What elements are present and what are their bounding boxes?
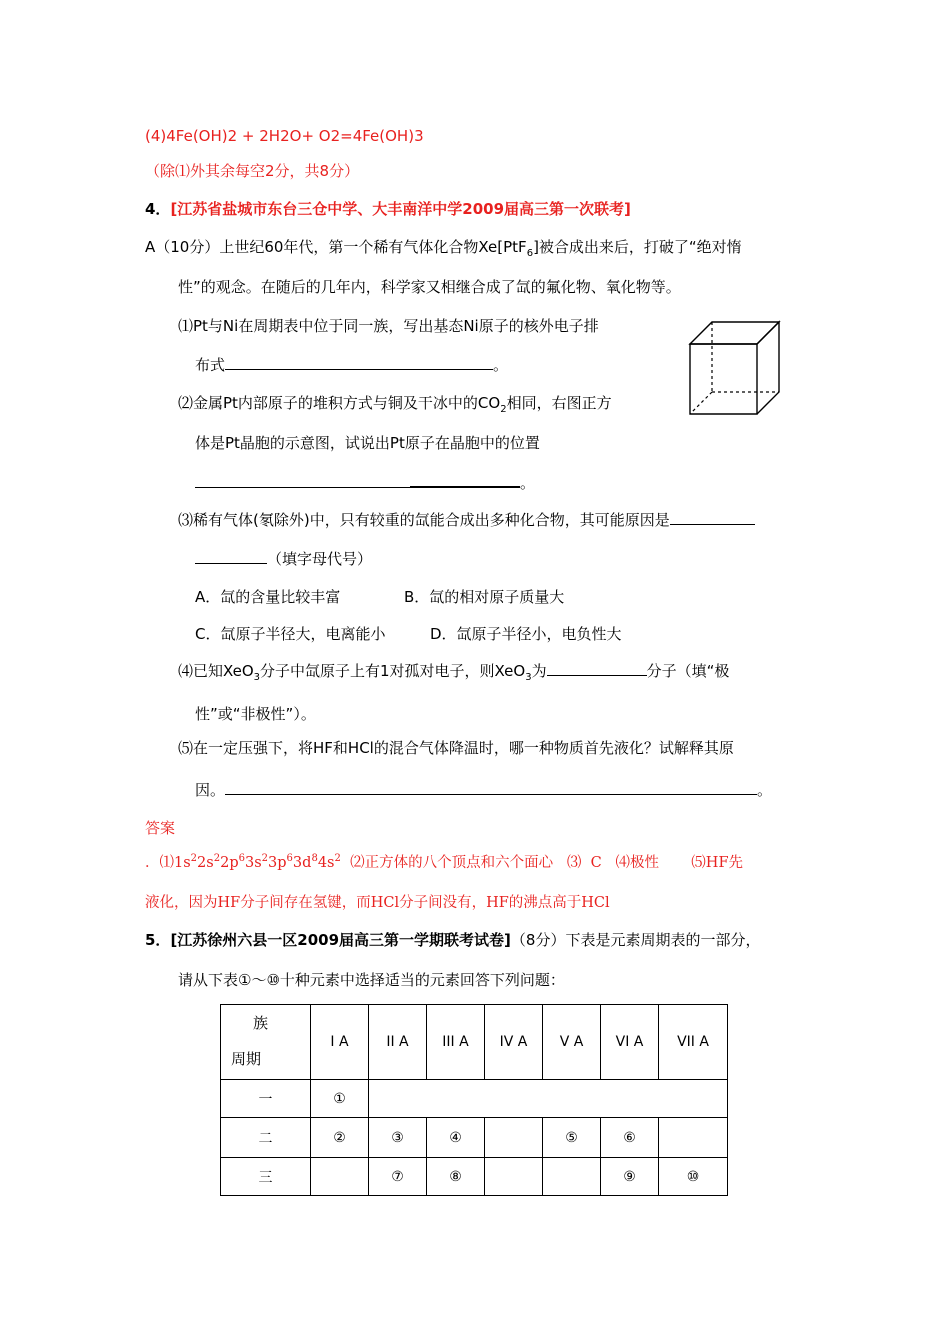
q5-line2: 请从下表①～⑩十种元素中选择适当的元素回答下列问题： [178, 971, 565, 989]
q4-part3-hint: （填字母代号） [267, 550, 373, 568]
element-cell: ⑦ [369, 1158, 427, 1196]
q4-heading [145, 199, 631, 219]
q5-source: [江苏徐州六县一区2009届高三第一学期联考试卷] [170, 931, 511, 949]
corner-group-label: 族 [253, 1014, 269, 1032]
group-header-cell: III A [427, 1005, 485, 1080]
q4-part4-blank[interactable] [547, 661, 647, 676]
q4-part4-text: ⑷已知XeO [178, 662, 254, 680]
element-cell [485, 1118, 543, 1158]
q4-option-a: A．氙的含量比较丰富 [195, 588, 341, 606]
table-row [221, 1158, 728, 1196]
q4-part2-line3 [195, 472, 535, 493]
answer-rest: ⑵正方体的八个顶点和六个面心 ⑶ C ⑷极性 ⑸HF先 [340, 855, 744, 871]
q4-part2-line2: 体是Pt晶胞的示意图，试说出Pt原子在晶胞中的位置 [195, 434, 540, 452]
q4-option-d: D．氙原子半径小，电负性大 [430, 625, 622, 643]
group-header-cell: VII A [659, 1005, 728, 1080]
element-cell: ③ [369, 1118, 427, 1158]
group-header-cell: V A [543, 1005, 601, 1080]
q4-part1-blank[interactable] [225, 355, 493, 370]
group-header-cell: VI A [601, 1005, 659, 1080]
q4-part5-period: 。 [757, 781, 773, 799]
corner-period-label: 周期 [231, 1050, 262, 1068]
element-cell [543, 1158, 601, 1196]
q4-part4-sub2: 3 [525, 672, 532, 683]
q4-part2-tail: 相同，右图正方 [506, 394, 612, 412]
q4-part5-line2 [195, 780, 772, 800]
q4-part1-line1: ⑴Pt与Ni在周期表中位于同一族，写出基态Ni原子的核外电子排 [178, 317, 599, 335]
table-corner-cell [221, 1005, 311, 1080]
q4-intro-line1 [145, 237, 742, 257]
element-cell [311, 1158, 369, 1196]
element-cell: ④ [427, 1118, 485, 1158]
q4-part3-blank-a[interactable] [670, 510, 755, 525]
q4-part1-period: 。 [493, 356, 509, 374]
q4-intro-tail: ]被合成出来后，打破了“绝对惰 [533, 238, 742, 256]
q4-part3-line2 [195, 549, 372, 569]
q4-part2-blank-b[interactable] [410, 472, 520, 488]
element-cell: ② [311, 1118, 369, 1158]
q4-part1-line2 [195, 355, 508, 375]
q4-option-b: B．氙的相对原子质量大 [404, 588, 565, 606]
group-header-cell: I A [311, 1005, 369, 1080]
period-label-cell: 二 [221, 1118, 311, 1158]
q4-part5-blank[interactable] [225, 780, 757, 795]
answer-label: 答案 [145, 819, 176, 837]
q4-part3-line1 [178, 510, 755, 530]
q4-option-c: C．氙原子半径大，电离能小 [195, 625, 386, 643]
table-row [221, 1080, 728, 1118]
periodic-table-excerpt [220, 1004, 728, 1196]
q4-source: [江苏省盐城市东台三仓中学、大丰南洋中学2009届高三第一次联考] [170, 200, 631, 218]
element-cell: ⑧ [427, 1158, 485, 1196]
q4-part4-line2: 性”或“非极性”）。 [195, 705, 316, 723]
q4-part4-line1 [178, 661, 729, 681]
element-cell: ① [311, 1080, 369, 1118]
group-header-cell: II A [369, 1005, 427, 1080]
q4-part2-line1 [178, 393, 612, 413]
element-cell [659, 1118, 728, 1158]
q4-part3-text: ⑶稀有气体(氡除外)中，只有较重的氙能合成出多种化合物，其可能原因是 [178, 511, 670, 529]
answer-config-start: ．⑴1s [145, 855, 191, 871]
answer-config-tail: 4s [317, 855, 335, 871]
element-cell: ⑥ [601, 1118, 659, 1158]
element-cell: ⑨ [601, 1158, 659, 1196]
q4-intro-text: A（10分）上世纪60年代，第一个稀有气体化合物Xe[PtF [145, 238, 527, 256]
prev-answer-score-note: （除⑴外其余每空2分，共8分） [145, 162, 360, 180]
answer-line1: ．$⑴1s^22s^22p^63s^23p^63d^84s^2$ ⑵正方体的八个顶点和六个面心 ⑶ C ⑷极性 ⑸HF先 [145, 853, 744, 871]
element-cell: ⑩ [659, 1158, 728, 1196]
prev-answer-equation: (4)4Fe(OH)2 + 2H2O+ O2=4Fe(OH)3 [145, 127, 424, 145]
q4-part4-text3: 为 [531, 662, 547, 680]
period-label-cell: 三 [221, 1158, 311, 1196]
q4-part2-sub: 2 [500, 404, 507, 415]
q4-part4-text2: 分子中氙原子上有1对孤对电子，则XeO [260, 662, 526, 680]
unit-cell-cube-figure [686, 318, 786, 418]
q4-part2-blank-a[interactable] [195, 473, 410, 488]
element-cell: ⑤ [543, 1118, 601, 1158]
period-label-cell: 一 [221, 1080, 311, 1118]
q4-part2-text: ⑵金属Pt内部原子的堆积方式与铜及干冰中的CO [178, 394, 501, 412]
answer-line2: 液化，因为HF分子间存在氢键，而HCl分子间没有，HF的沸点高于HCl [145, 895, 610, 911]
q4-part5-line1: ⑸在一定压强下，将HF和HCl的混合气体降温时，哪一种物质首先液化？试解释其原 [178, 739, 734, 757]
q4-part4-sub1: 3 [253, 672, 261, 683]
table-header-row [221, 1005, 728, 1080]
table-row [221, 1118, 728, 1158]
group-header-cell: IV A [485, 1005, 543, 1080]
q4-intro-line2: 性”的观念。在随后的几年内，科学家又相继合成了氙的氟化物、氧化物等。 [178, 278, 681, 296]
q4-number: 4． [145, 200, 171, 218]
q4-part3-blank-b[interactable] [195, 549, 267, 564]
q4-part4-text4: 分子（填“极 [646, 662, 730, 680]
q5-tail: （8分）下表是元素周期表的一部分， [510, 931, 761, 949]
q5-number: 5． [145, 931, 171, 949]
q4-part5-label: 因。 [195, 781, 226, 799]
q4-part2-period: 。 [520, 474, 536, 492]
q4-part1-label: 布式 [195, 356, 226, 374]
empty-merged-cell [369, 1080, 728, 1118]
q5-line1 [145, 930, 760, 950]
element-cell [485, 1158, 543, 1196]
q4-intro-sub: 6 [526, 248, 534, 259]
